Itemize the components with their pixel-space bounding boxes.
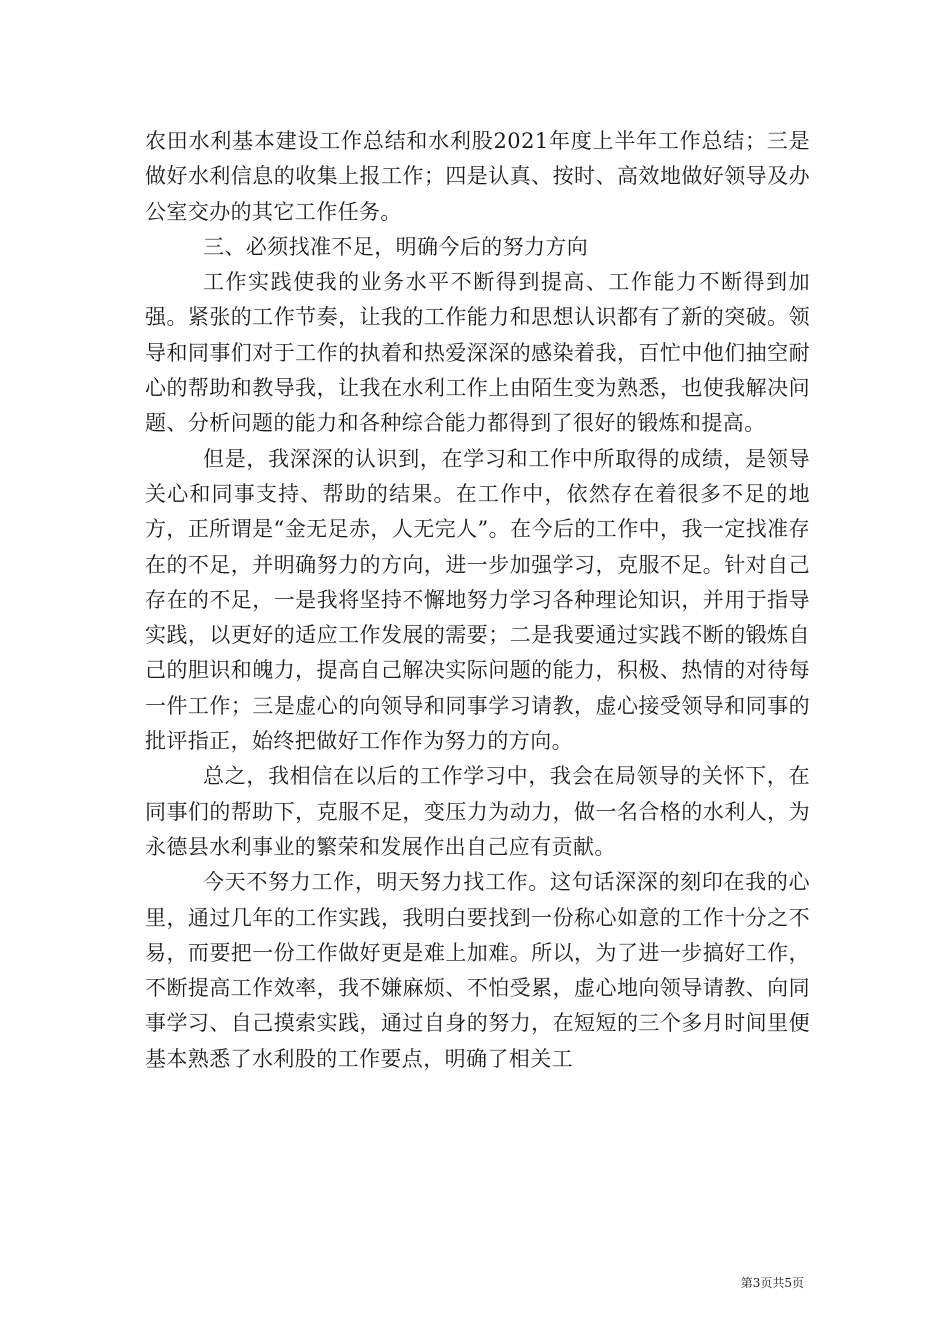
paragraph-continued: 农田水利基本建设工作总结和水利股2021年度上半年工作总结；三是做好水利信息的收集上报工作；四是认真、按时、高效地做好领导及办公室交办的其它工作任务。	[145, 129, 810, 224]
paragraph: 工作实践使我的业务水平不断得到提高、工作能力不断得到加强。紧张的工作节奏，让我的工作能力和思想认识都有了新的突破。领导和同事们对于工作的执着和热爱深深的感染着我，百忙中他们抽空耐心的帮助和教导我，让我在水利工作上由陌生变为熟悉，也使我解决问题、分析问题的能力和各种综合能力都得到了很好的锻炼和提高。	[145, 270, 810, 436]
paragraph: 但是，我深深的认识到，在学习和工作中所取得的成绩，是领导关心和同事支持、帮助的结果。在工作中，依然存在着很多不足的地方，正所谓是“金无足赤，人无完人”。在今后的工作中，我一定找准存在的不足，并明确努力的方向，进一步加强学习，克服不足。针对自己存在的不足，一是我将坚持不懈地努力学习各种理论知识，并用于指导实践，以更好的适应工作发展的需要；二是我要通过实践不断的锻炼自己的胆识和魄力，提高自己解决实际问题的能力，积极、热情的对待每一件工作；三是虚心的向领导和同事学习请教，虚心接受领导和同事的批评指正，始终把做好工作作为努力的方向。	[145, 446, 810, 754]
paragraph: 今天不努力工作，明天努力找工作。这句话深深的刻印在我的心里，通过几年的工作实践，我明白要找到一份称心如意的工作十分之不易，而要把一份工作做好更是难上加难。所以，为了进一步搞好工作，不断提高工作效率，我不嫌麻烦、不怕受累，虚心地向领导请教、向同事学习、自己摸索实践，通过自身的努力，在短短的三个多月时间里便基本熟悉了水利股的工作要点，明确了相关工	[145, 870, 810, 1071]
paragraph: 总之，我相信在以后的工作学习中，我会在局领导的关怀下，在同事们的帮助下，克服不足，变压力为动力，做一名合格的水利人，为永德县水利事业的繁荣和发展作出自己应有贡献。	[145, 764, 810, 859]
page-number: 第3页共5页	[740, 1276, 804, 1290]
document-body	[145, 124, 810, 1077]
section-heading: 三、必须找准不足，明确今后的努力方向	[203, 234, 589, 259]
